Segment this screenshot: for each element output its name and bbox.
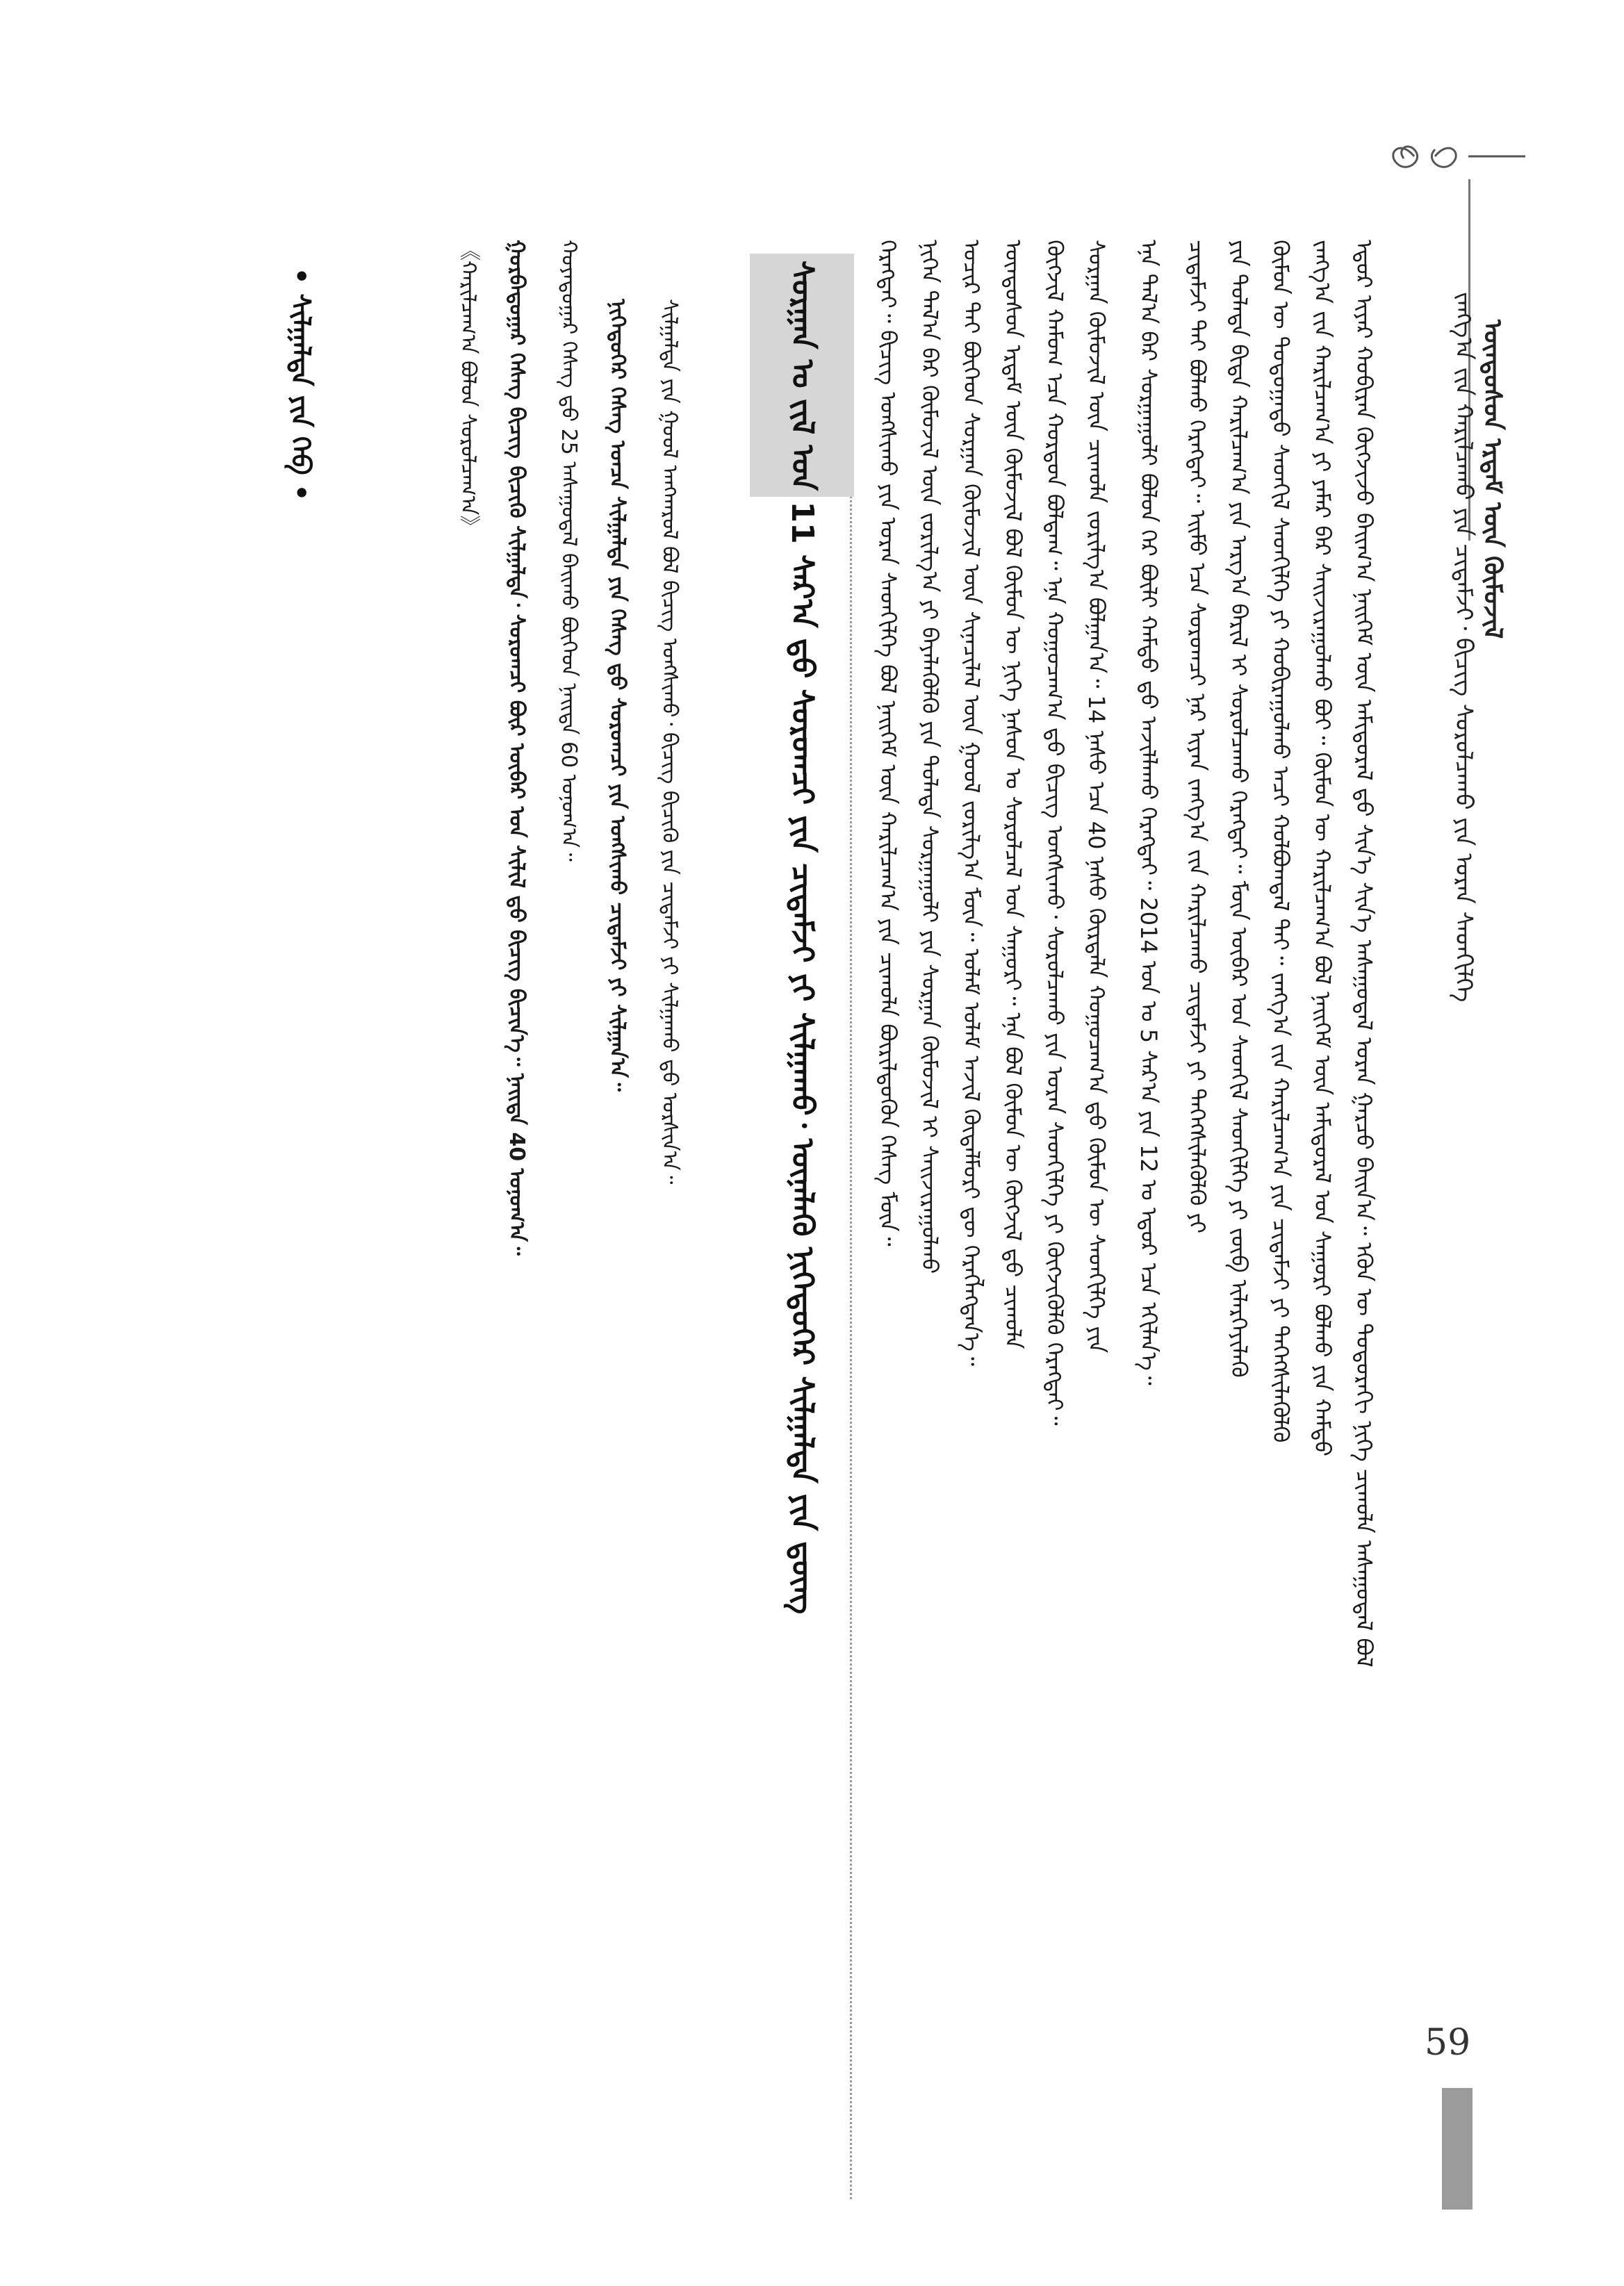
section-heading xyxy=(750,254,854,1921)
lower-column-3: ᠬᠣᠶᠠᠳᠤᠭᠠᠷ ᠬᠡᠰᠡᠭ ᠳ᠋ᠤ 25 ᠠᠰᠠᠭᠤᠳᠠᠯ ᠪᠠᠢᠬᠤ ᠪᠥᠭᠡᠳ ᠨᠡᠢᠲᠡ 60 ᠤᠨᠤᠭ᠎ᠠ᠃ xyxy=(557,240,581,862)
heading-text: ᠰᠤᠷᠭᠠᠨ ᠤ ᠵᠢᠯ ᠤᠨ 11 ᠰᠠᠷ᠎ᠠ ᠳ᠋ᠤ ᠰᠤᠷᠤᠭᠴᠢ ᠶᠢᠨ ᠴᠢᠳᠠᠮᠵᠢ ᠶᠢ ᠰᠢᠯᠭᠠᠬᠤ᠂ ᠦᠨᠡᠯᠡᠬᠦ ᠨᠢᠭᠡᠳᠦᠭᠡᠷ ᠰᠢᠯᠭᠠᠯᠲᠠ ᠶᠢᠨ ᠳ᠋ᠦᠩ xyxy=(785,261,820,1615)
body-column-9: ᠤᠴᠢᠷ ᠲᠠᠢ ᠪᠥᠭᠡᠳ ᠰᠤᠷᠭᠠᠨ ᠬᠦᠮᠦᠵᠢᠯ ᠦᠨ ᠰᠢᠨᠡᠴᠢᠯᠡᠯ ᠦᠨ ᠭᠣᠣᠯ ᠵᠣᠷᠢᠯᠭ᠎ᠠ ᠮᠥᠨ᠃ ᠤᠯᠠᠮ ᠤᠯᠠᠮ ᠠᠵᠢᠯ ᠬᠥᠳᠡᠯᠮᠦᠷᠢ ᠳᠦ ᠬᠡᠷᠡᠭᠯᠡᠭᠳᠡᠨ᠎ᠡ᠃ xyxy=(958,240,985,1366)
body-column-4: ᠶᠢᠨ ᠲᠤᠯᠠᠳᠠ ᠪᠢᠳᠡ ᠬᠠᠷᠢᠯᠴᠠᠭ᠎ᠠ ᠶᠢᠨ ᠠᠷᠭ᠎ᠠ ᠪᠠᠷᠢᠯ ᠢ ᠰᠤᠷᠤᠯᠴᠠᠬᠤ ᠬᠡᠷᠡᠭᠲᠡᠢ᠃ ᠮᠥᠨ ᠥᠪᠡᠷ ᠤᠨ ᠰᠡᠳᠬᠢᠯ ᠰᠡᠳᠬᠢᠯᠭᠡ ᠶᠢ ᠵᠥᠪ ᠢᠯᠡᠷᠬᠡᠶᠢᠯᠡᠬᠦ xyxy=(1226,240,1252,1378)
bullet-heading: • ᠰᠢᠯᠭᠠᠯᠲᠠ ᠶᠢᠨ ᠬᠡᠪ • xyxy=(286,268,316,502)
ornament-icon xyxy=(1386,132,1525,181)
lower-column-4: ᠭᠤᠷᠪᠠᠳᠤᠭᠠᠷ ᠬᠡᠰᠡᠭ ᠪᠢᠴᠢᠭ ᠪᠢᠴᠢᠬᠦ ᠰᠢᠯᠭᠠᠯᠲᠠ᠂ ᠰᠤᠷᠤᠭᠴᠢ ᠪᠦᠷ ᠥᠪᠡᠷ ᠤᠨ ᠰᠢᠯᠢᠯ ᠳ᠋ᠤ ᠪᠢᠴᠢᠭ ᠪᠢᠴᠢᠨ᠎ᠡ᠃ ᠨᠡᠢᠲᠡ 40 ᠤᠨᠤᠭ᠎ᠠ᠃ xyxy=(505,240,529,1256)
lower-column-1: ᠰᠢᠯᠭᠠᠯᠲᠠ ᠶᠢᠨ ᠭᠣᠣᠯ ᠠᠨᠭᠬᠠᠷᠤᠯ ᠪᠣᠯ ᠪᠢᠴᠢᠭ ᠤᠩᠰᠢᠬᠤ᠂ ᠪᠢᠴᠢᠭ ᠪᠢᠴᠢᠬᠦ ᠶᠢᠨ ᠴᠢᠳᠠᠮᠵᠢ ᠶᠢ ᠰᠢᠯᠭᠠᠬᠤ ᠳ᠋ᠤ ᠣᠷᠰᠢᠨ᠎ᠠ᠃ xyxy=(657,299,682,1185)
section-title: ᠦᠨᠳᠦᠰᠦᠨ ᠡᠷᠳᠡᠮ ᠦᠨ ᠬᠦᠮᠦᠵᠢᠯ xyxy=(1477,320,1507,639)
body-column-1: ᠡᠳᠦᠷ ᠢᠶᠡᠷ ᠬᠤᠪᠢᠷᠠᠨ ᠬᠦᠭᠵᠢᠵᠦ ᠪᠠᠢᠭ᠎ᠠ ᠨᠡᠢᠭᠡᠮ ᠦᠨ ᠠᠮᠢᠳᠤᠷᠠᠯ ᠳ᠋ᠤ ᠰᠢᠨ᠎ᠡ ᠰᠢᠨ᠎ᠡ ᠠᠰᠠᠭᠤᠳᠠᠯ ᠤᠷᠠᠨ ᠭᠠᠷᠴᠤ ᠪᠠᠢᠨ᠎ᠠ᠃ ᠡᠭᠦᠨ ᠦ ᠳᠤᠳᠤᠷᠠᠬᠢ ᠨᠢᠭᠡ ᠴᠢᠬᠤᠯᠠ ᠠᠰᠠᠭᠤᠳᠠᠯ ᠪᠣᠯ xyxy=(1351,240,1377,1668)
body-column-8: ᠦᠨᠳᠦᠰᠦᠨ ᠡᠷᠳᠡᠮ ᠦᠨ ᠬᠦᠮᠦᠵᠢᠯ ᠪᠣᠯ ᠬᠦᠮᠦᠨ ᠦ ᠨᠢᠭᠡ ᠨᠠᠰᠤᠨ ᠤ ᠰᠤᠷᠤᠯᠴᠠᠯ ᠤᠨ ᠰᠠᠭᠤᠷᠢ᠃ ᠡᠨᠡ ᠪᠣᠯ ᠬᠦᠮᠦᠨ ᠦ ᠬᠥᠭᠵᠢᠯ ᠳ᠋ᠤ ᠴᠢᠬᠤᠯᠠ xyxy=(1000,240,1026,1349)
body-column-11: ᠬᠡᠷᠡᠭᠲᠡᠢ᠃ ᠪᠢᠴᠢᠭ ᠤᠩᠰᠢᠬᠤ ᠶᠢᠨ ᠤᠷᠠᠨ ᠰᠡᠳᠬᠢᠯᠭᠡ ᠪᠣᠯ ᠨᠡᠢᠭᠡᠮ ᠦᠨ ᠬᠠᠷᠢᠯᠴᠠᠭ᠎ᠠ ᠶᠢᠨ ᠴᠢᠬᠤᠯᠠ ᠪᠦᠷᠢᠯᠳᠦᠬᠦᠨ ᠬᠡᠰᠡᠭ ᠮᠥᠨ᠃ xyxy=(875,240,901,1247)
body-column-7: ᠬᠦᠭᠵᠢᠯ ᠬᠠᠮᠤᠭ ᠡᠴᠡ ᠬᠤᠷᠳᠤᠨ ᠪᠣᠯᠳᠠᠭ᠃ ᠡᠨᠡ ᠬᠤᠭᠤᠴᠠᠭ᠎ᠠ ᠳ᠋ᠤ ᠪᠢᠴᠢᠭ ᠤᠩᠰᠢᠬᠤ᠂ ᠰᠤᠷᠤᠯᠴᠠᠬᠤ ᠶᠢᠨ ᠤᠷᠠᠨ ᠰᠡᠳᠬᠢᠯᠭᠡ ᠶᠢ ᠬᠥᠭᠵᠢᠭᠦᠯᠬᠦ ᠬᠡᠷᠡᠭᠲᠡᠢ᠃ xyxy=(1042,240,1068,1426)
body-column-5: ᠴᠢᠳᠠᠮᠵᠢ ᠲᠠᠢ ᠪᠣᠯᠬᠤ ᠬᠡᠷᠡᠭᠲᠡᠢ᠃ ᠡᠢᠮᠦ ᠡᠴᠡ ᠰᠤᠷᠤᠭᠴᠢ ᠨᠠᠷ ᠢᠶᠠᠨ ᠵᠠᠩᠭ᠎ᠠ ᠵᠢᠨ ᠬᠠᠷᠢᠯᠴᠠᠬᠤ ᠴᠢᠳᠠᠮᠵᠢ ᠶᠢ ᠳᠡᠭᠡᠭᠰᠢᠯᠡᠭᠦᠯᠬᠦ ᠶᠢ xyxy=(1184,240,1211,1233)
lower-column-5: 《ᠬᠠᠷᠢᠯᠴᠠᠭ᠎ᠠ ᠪᠣᠯᠤᠨ ᠰᠤᠷᠤᠯᠴᠠᠭ᠎ᠠ》 xyxy=(456,240,480,536)
body-column-3: ᠬᠦᠮᠦᠨ ᠦ ᠳᠤᠲᠤᠭᠠᠳᠤ ᠰᠡᠳᠬᠢᠯ ᠰᠡᠳᠬᠢᠯᠭᠡ ᠶᠢ ᠬᠤᠪᠢᠷᠠᠭᠤᠯᠬᠤ ᠠᠴᠢ ᠬᠣᠯᠪᠣᠭᠳᠠᠯ ᠲᠠᠢ᠃ ᠵᠠᠩᠭ᠎ᠠ ᠵᠢᠨ ᠬᠠᠷᠢᠯᠴᠠᠭ᠎ᠠ ᠶᠢᠨ ᠴᠢᠳᠠᠮᠵᠢ ᠶᠢ ᠳᠡᠭᠡᠭᠰᠢᠯᠡᠭᠦᠯᠬᠦ xyxy=(1268,240,1294,1443)
body-column-2: ᠵᠠᠩᠭ᠎ᠠ ᠵᠢᠨ ᠬᠠᠷᠢᠯᠴᠠᠭ᠎ᠠ ᠶᠢ ᠶᠠᠮᠠᠷ ᠪᠠᠷ ᠰᠠᠢᠵᠢᠷᠠᠭᠤᠯᠬᠤ ᠪᠤᠢ᠃ ᠬᠦᠮᠦᠨ ᠦ ᠬᠠᠷᠢᠯᠴᠠᠭ᠎ᠠ ᠪᠣᠯ ᠨᠡᠢᠭᠡᠮ ᠦᠨ ᠠᠮᠢᠳᠤᠷᠠᠯ ᠤᠨ ᠰᠠᠭᠤᠷᠢ ᠪᠣᠯᠬᠤ ᠶᠢᠨ ᠬᠠᠮᠲᠤ xyxy=(1309,240,1336,1456)
running-title: ᠵᠠᠩᠭ᠎ᠠ ᠵᠢᠨ ᠬᠠᠷᠢᠯᠴᠠᠬᠤ ᠶᠢᠨ ᠴᠢᠳᠠᠮᠵᠢ᠂ ᠪᠢᠴᠢᠭ ᠰᠤᠷᠤᠯᠴᠠᠬᠤ ᠶᠢᠨ ᠤᠷᠠᠨ ᠰᠡᠳᠬᠢᠯᠭᠡ xyxy=(1449,292,1477,1003)
body-column-6: ᠰᠤᠷᠭᠠᠨ ᠬᠦᠮᠦᠵᠢᠯ ᠦᠨ ᠴᠢᠬᠤᠯᠠ ᠵᠣᠷᠢᠯᠭ᠎ᠠ ᠪᠣᠯᠭᠠᠨ᠎ᠠ᠃ 14 ᠨᠠᠰᠤ ᠡᠴᠡ 40 ᠨᠠᠰᠤ ᠬᠦᠷᠲᠡᠯᠡ ᠬᠤᠭᠤᠴᠠᠭ᠎ᠠ ᠳ᠋ᠤ ᠬᠦᠮᠦᠨ ᠦ ᠰᠡᠳᠬᠢᠯᠭᠡ ᠶᠢᠨ xyxy=(1083,240,1110,1354)
body-column-12: ᠡᠨᠡ ᠲᠠᠯ᠎ᠠ ᠪᠡᠷ ᠰᠤᠷᠭᠠᠭᠤᠯᠢ ᠪᠣᠯᠤᠨ ᠭᠡᠷ ᠪᠦᠯᠢ ᠬᠠᠮᠲᠤ ᠳ᠋ᠤ ᠠᠵᠢᠯᠯᠠᠬᠤ ᠬᠡᠷᠡᠭᠲᠡᠢ᠃ 2014 ᠣᠨ ᠤ 5 ᠰᠠᠷ᠎ᠠ ᠶᠢᠨ 12 ᠤ ᠡᠳᠦᠷ ᠡᠴᠡ ᠡᠬᠢᠯᠡᠨ᠎ᠡ᠃ xyxy=(1135,240,1162,1385)
running-header xyxy=(1449,292,1507,1002)
page-tab-marker xyxy=(1442,2088,1473,2210)
body-column-10: ᠨᠢᠭᠡᠨ ᠲᠠᠯ᠎ᠠ ᠪᠡᠷ ᠬᠦᠮᠦᠵᠢᠯ ᠦᠨ ᠵᠣᠷᠢᠯᠭ᠎ᠠ ᠶᠢ ᠪᠡᠶᠡᠯᠡᠭᠦᠯᠬᠦ ᠶᠢᠨ ᠲᠤᠯᠠᠳᠠ ᠰᠤᠷᠭᠠᠭᠤᠯᠢ ᠶᠢᠨ ᠰᠤᠷᠭᠠᠨ ᠬᠦᠮᠦᠵᠢᠯ ᠢ ᠰᠠᠢᠵᠢᠷᠠᠭᠤᠯᠬᠤ xyxy=(917,240,943,1274)
page-number: 59 xyxy=(1425,2022,1471,2064)
lower-column-2: ᠨᠢᠭᠡᠳᠦᠭᠡᠷ ᠬᠡᠰᠡᠭ ᠣᠨᠴᠠ ᠰᠢᠯᠭᠠᠯᠲᠠ ᠶᠢᠨ ᠬᠡᠰᠡᠭ ᠳ᠋ᠤ ᠰᠤᠷᠤᠭᠴᠢ ᠶᠢᠨ ᠤᠩᠰᠢᠬᠤ ᠴᠢᠳᠠᠮᠵᠢ ᠶᠢ ᠰᠢᠯᠭᠠᠨ᠎ᠠ᠃ xyxy=(605,299,630,1092)
